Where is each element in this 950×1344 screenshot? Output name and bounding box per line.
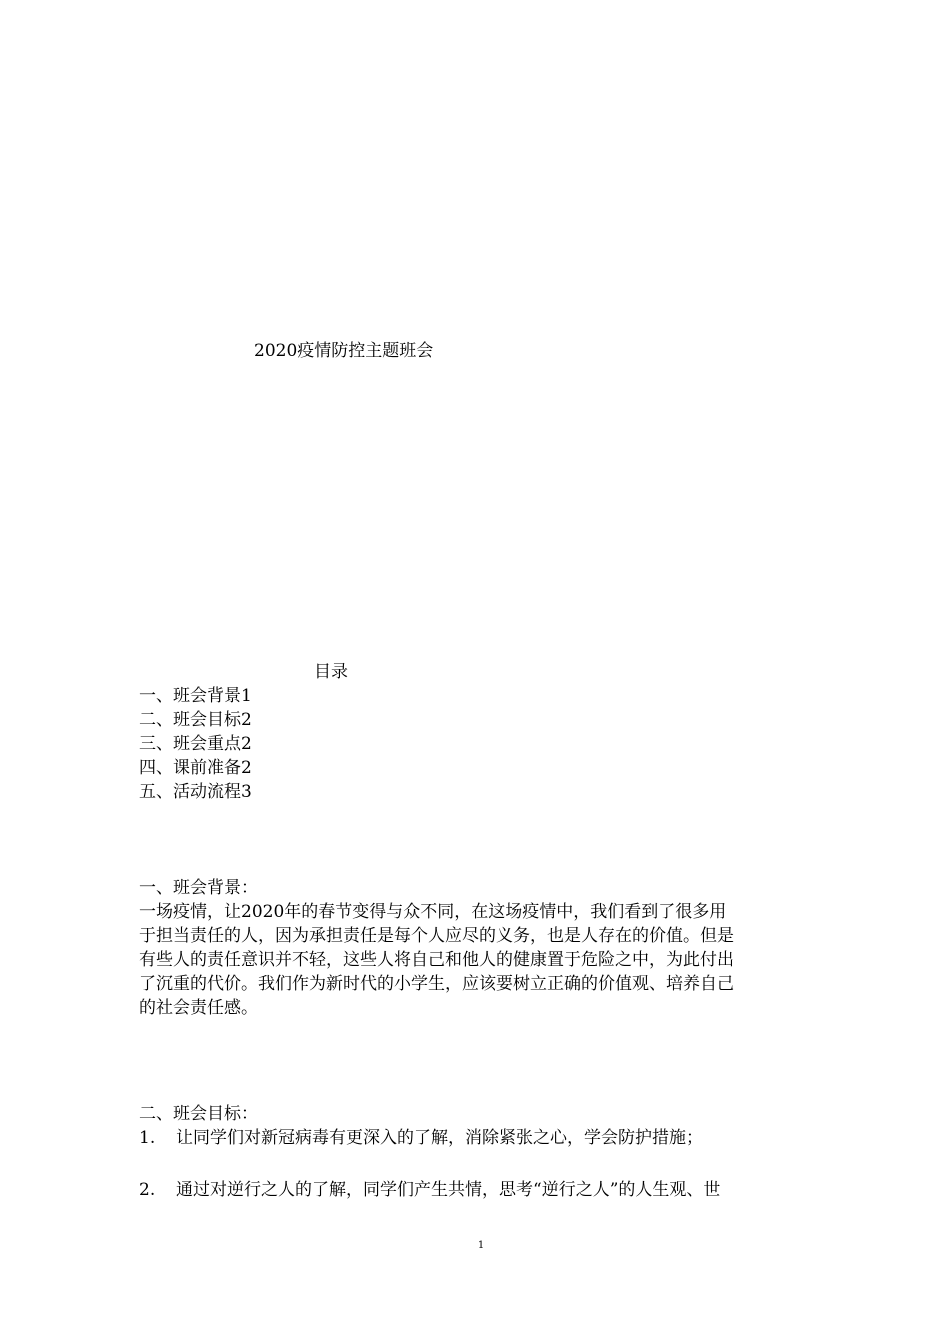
toc-heading: 目录	[314, 662, 348, 682]
paragraph-line: 了沉重的代价。我们作为新时代的小学生，应该要树立正确的价值观、培养自己	[139, 974, 734, 994]
list-item-number: 2.	[139, 1180, 156, 1200]
list-item	[139, 1178, 720, 1202]
list-item	[139, 1126, 703, 1150]
document-title: 2020疫情防控主题班会	[254, 341, 434, 361]
section-heading-goals: 二、班会目标：	[139, 1104, 258, 1124]
paragraph-line: 有些人的责任意识并不轻，这些人将自己和他人的健康置于危险之中，为此付出	[139, 950, 734, 970]
page-number: 1	[477, 1240, 485, 1251]
paragraph-line: 一场疫情，让2020年的春节变得与众不同，在这场疫情中，我们看到了很多用	[139, 902, 727, 922]
paragraph-line: 于担当责任的人，因为承担责任是每个人应尽的义务，也是人存在的价值。但是	[139, 926, 734, 946]
toc-item: 四、课前准备2	[139, 758, 252, 778]
list-item-text: 通过对逆行之人的了解，同学们产生共情，思考“逆行之人”的人生观、世	[176, 1180, 721, 1200]
toc-item: 五、活动流程3	[139, 782, 252, 802]
list-item-number: 1.	[139, 1128, 156, 1148]
list-item-text: 让同学们对新冠病毒有更深入的了解，消除紧张之心，学会防护措施；	[176, 1128, 703, 1148]
paragraph-line: 的社会责任感。	[139, 998, 258, 1018]
toc-item: 一、班会背景1	[139, 686, 252, 706]
toc-item: 二、班会目标2	[139, 710, 252, 730]
toc-item: 三、班会重点2	[139, 734, 252, 754]
section-heading-background: 一、班会背景：	[139, 878, 258, 898]
